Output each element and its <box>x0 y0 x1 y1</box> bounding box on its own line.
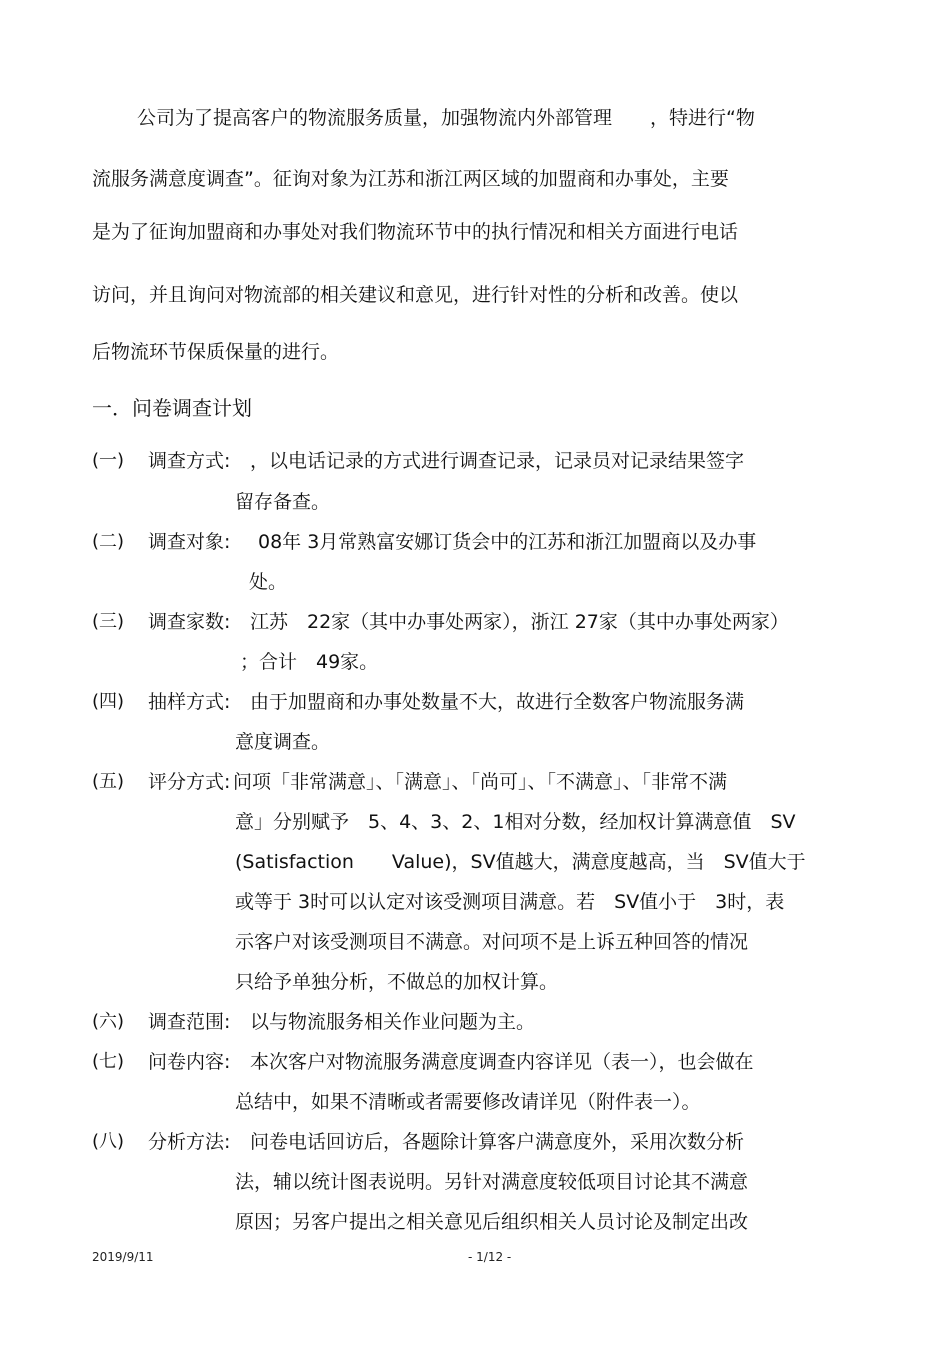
intro-line: 后物流环节保质保量的进行。 <box>92 341 340 363</box>
item-text: ；合计 49家。 <box>240 651 379 673</box>
item-number: (五) <box>92 771 125 792</box>
item-number: (四) <box>92 691 125 712</box>
intro-line: 公司为了提高客户的物流服务质量，加强物流内外部管理 ，特进行“物 <box>137 107 755 129</box>
intro-line: 访问，并且询问对物流部的相关建议和意见，进行针对性的分析和改善。使以 <box>92 284 739 306</box>
item-text: 问卷电话回访后，各题除计算客户满意度外，采用次数分析 <box>250 1131 745 1153</box>
item-text: 或等于 3时可以认定对该受测项目满意。若 SV值小于 3时，表 <box>235 891 785 913</box>
item-text: 处。 <box>249 571 288 593</box>
item-key: 调查家数: <box>148 611 231 633</box>
item-number: (一) <box>92 450 125 471</box>
item-text: 意」分别赋予 5、4、3、2、1相对分数，经加权计算满意值 SV <box>235 811 796 833</box>
item-key: 抽样方式: <box>148 691 231 713</box>
item-number: (七) <box>92 1051 125 1072</box>
item-key: 分析方法: <box>148 1131 231 1153</box>
item-text: 08年 3月常熟富安娜订货会中的江苏和浙江加盟商以及办事 <box>258 531 757 553</box>
item-text: 示客户对该受测项目不满意。对问项不是上诉五种回答的情况 <box>235 931 749 953</box>
item-text: 留存备查。 <box>235 491 331 513</box>
intro-line: 流服务满意度调查”。征询对象为江苏和浙江两区域的加盟商和办事处，主要 <box>92 168 729 190</box>
item-text: 由于加盟商和办事处数量不大，故进行全数客户物流服务满 <box>250 691 745 713</box>
footer-page-number: - 1/12 - <box>468 1250 512 1264</box>
item-key: 问卷内容: <box>148 1051 231 1073</box>
item-text: 原因；另客户提出之相关意见后组织相关人员讨论及制定出改 <box>235 1211 749 1233</box>
item-number: (二) <box>92 531 125 552</box>
item-text: 总结中，如果不清晰或者需要修改请详见（附件表一）。 <box>235 1091 701 1113</box>
section-title: 一．问卷调查计划 <box>92 396 252 420</box>
item-number: (八) <box>92 1131 125 1152</box>
item-key: 调查范围: <box>148 1011 231 1033</box>
item-key: 评分方式: <box>148 771 231 793</box>
item-text: 只给予单独分析，不做总的加权计算。 <box>235 971 559 993</box>
intro-line: 是为了征询加盟商和办事处对我们物流环节中的执行情况和相关方面进行电话 <box>92 221 739 243</box>
footer-date: 2019/9/11 <box>92 1250 154 1264</box>
item-text: ，以电话记录的方式进行调查记录，记录员对记录结果签字 <box>250 450 745 472</box>
item-text: 法，辅以统计图表说明。另针对满意度较低项目讨论其不满意 <box>235 1171 749 1193</box>
item-text: 江苏 22家（其中办事处两家），浙江 27家（其中办事处两家） <box>250 611 789 633</box>
item-text: (Satisfaction Value)，SV值越大，满意度越高，当 SV值大于 <box>235 851 806 873</box>
item-text: 问项「非常满意」、「满意」、「尚可」、「不满意」、「非常不满 <box>233 771 728 793</box>
item-number: (三) <box>92 611 125 632</box>
item-text: 本次客户对物流服务满意度调查内容详见（表一），也会做在 <box>250 1051 754 1073</box>
item-key: 调查对象: <box>148 531 231 553</box>
item-number: (六) <box>92 1011 125 1032</box>
item-text: 以与物流服务相关作业问题为主。 <box>250 1011 536 1033</box>
item-text: 意度调查。 <box>235 731 331 753</box>
item-key: 调查方式: <box>148 450 231 472</box>
